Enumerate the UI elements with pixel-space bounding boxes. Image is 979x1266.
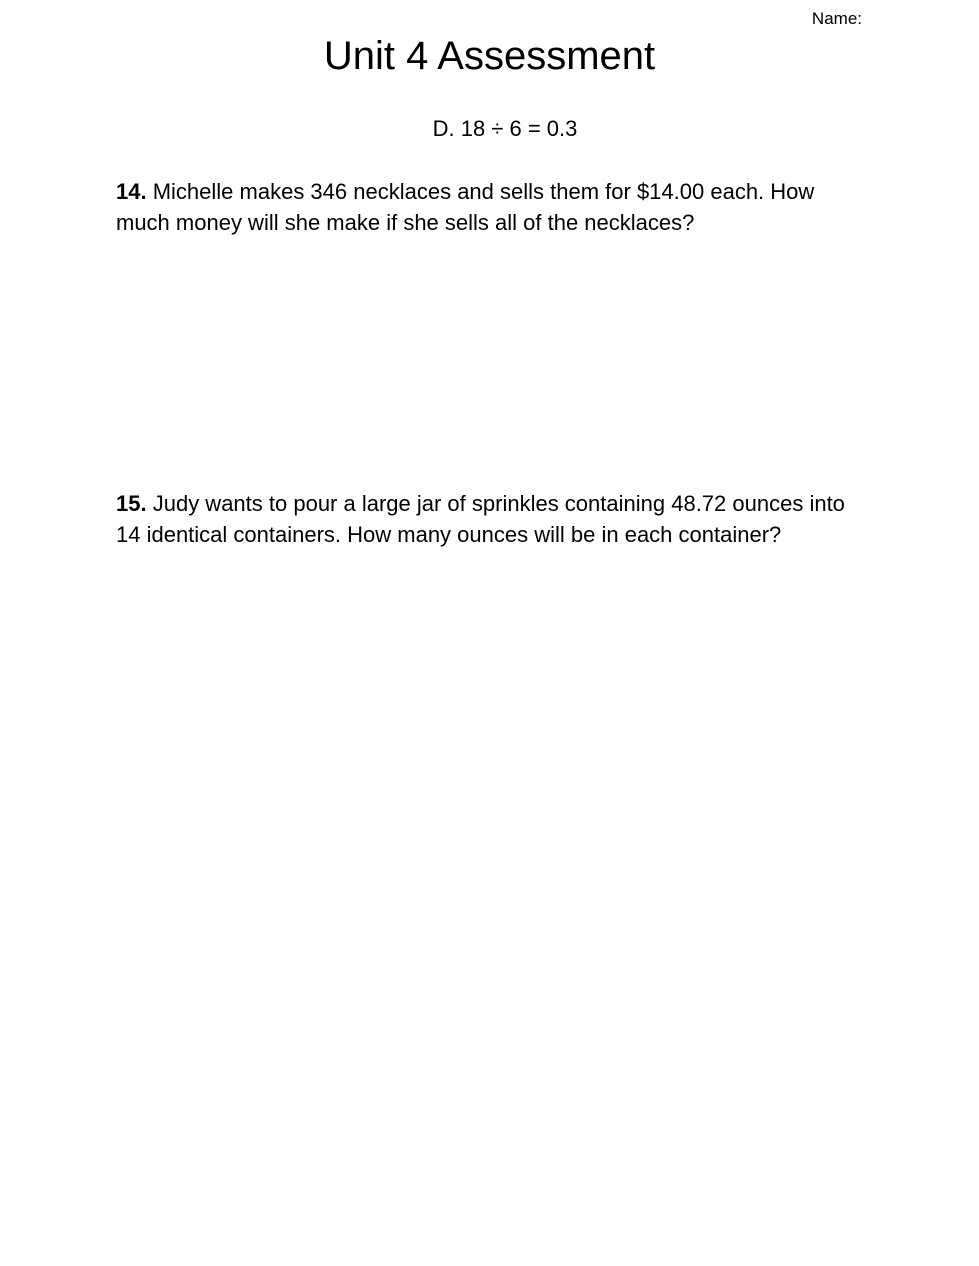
page-title: Unit 4 Assessment — [323, 34, 656, 78]
question-14 — [116, 176, 864, 238]
question-text: Michelle makes 346 necklaces and sells them for $14.00 each. How much money will she make if she sells all of the necklaces? — [116, 179, 815, 235]
question-number: 15. — [116, 491, 147, 516]
question-number: 14. — [116, 179, 147, 204]
name-label: Name: — [811, 9, 862, 28]
question-text: Judy wants to pour a large jar of sprinkles containing 48.72 ounces into 14 identical containers. How many ounces will be in each container? — [116, 491, 845, 547]
answer-choice-d: D. 18 ÷ 6 = 0.3 — [432, 116, 578, 141]
question-15 — [116, 488, 864, 550]
